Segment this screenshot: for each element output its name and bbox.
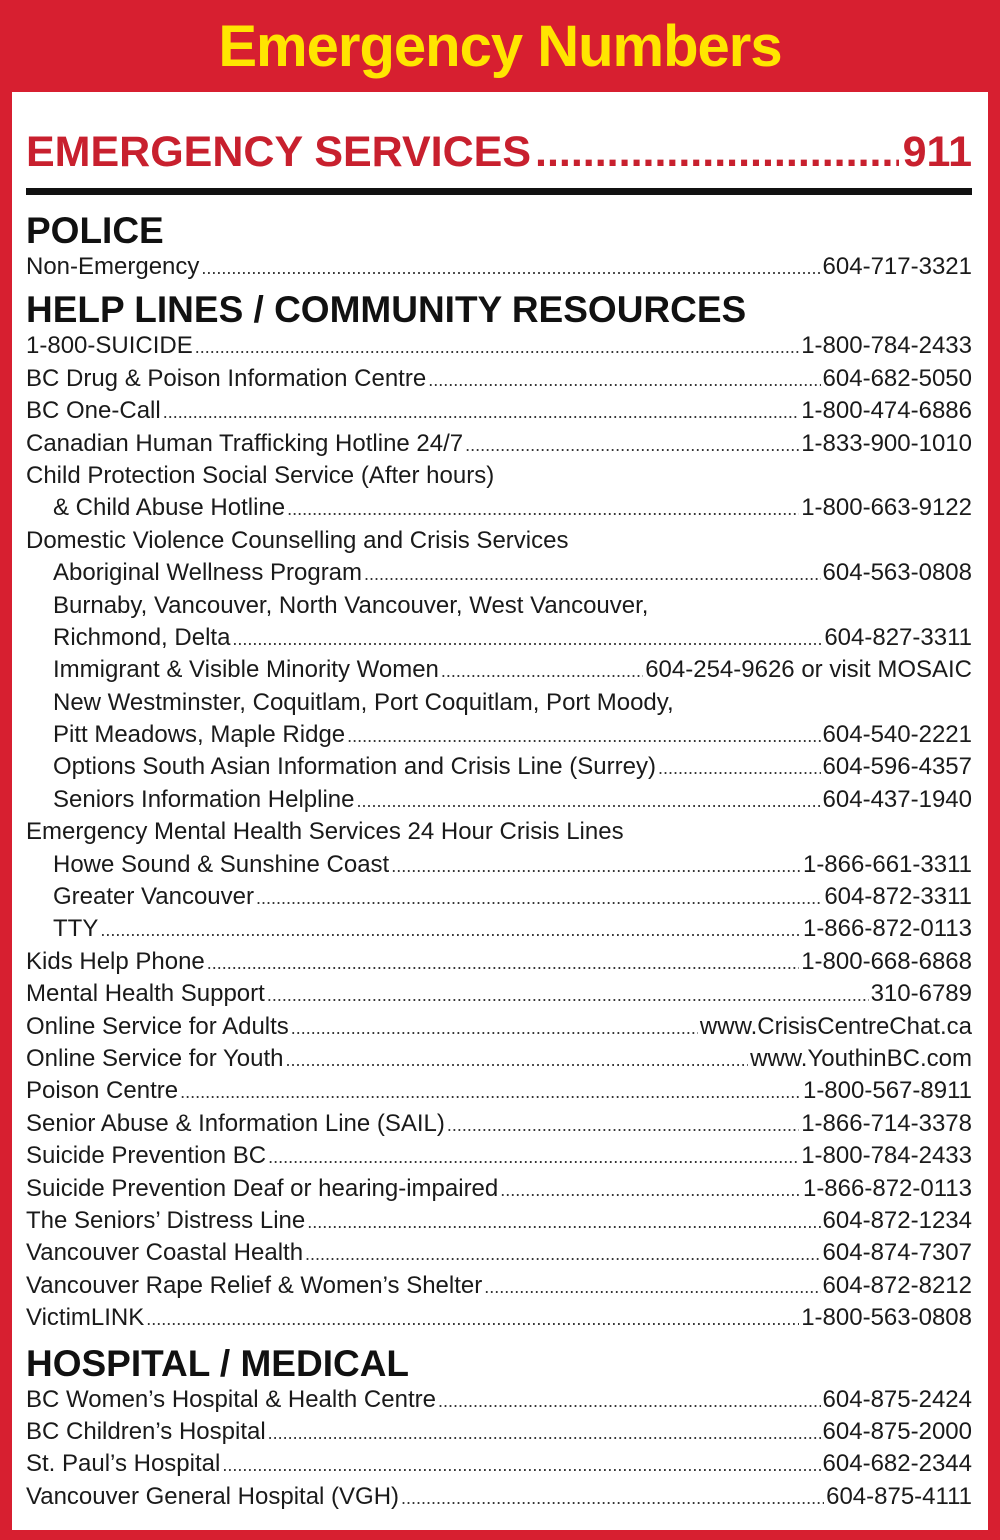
list-item[interactable] <box>26 1043 972 1075</box>
dot-leader <box>268 1417 821 1449</box>
list-item[interactable] <box>26 1173 972 1205</box>
dot-leader <box>222 1449 820 1481</box>
list-item <box>26 460 972 492</box>
dot-leader <box>267 979 869 1011</box>
list-item[interactable] <box>26 1448 972 1480</box>
dot-leader <box>180 1076 801 1108</box>
list-item[interactable] <box>26 1237 972 1269</box>
dot-leader <box>535 128 899 176</box>
list-item[interactable] <box>26 492 972 524</box>
list-item[interactable] <box>26 1416 972 1448</box>
entry-label: TTY <box>53 915 99 943</box>
entry-label: Richmond, Delta <box>53 623 231 651</box>
phone-number[interactable]: 1-866-661-3311 <box>802 850 972 878</box>
entry-label: Senior Abuse & Information Line (SAIL) <box>26 1109 445 1137</box>
phone-number[interactable]: www.CrisisCentreChat.ca <box>699 1012 972 1040</box>
phone-number[interactable]: 1-800-663-9122 <box>801 494 972 522</box>
dot-leader <box>364 558 821 590</box>
phone-number[interactable]: 1-800-784-2433 <box>801 332 972 360</box>
phone-number[interactable]: 1-866-872-0113 <box>802 1174 972 1202</box>
entry-label: Online Service for Youth <box>26 1044 284 1072</box>
dot-leader <box>307 1206 820 1238</box>
list-item[interactable] <box>26 330 972 362</box>
dot-leader <box>447 1109 799 1141</box>
entry-label: BC One-Call <box>26 397 161 425</box>
entry-label: New Westminster, Coquitlam, Port Coquitlam, Port Moody, <box>53 688 674 716</box>
phone-number[interactable]: 604-596-4357 <box>822 753 972 781</box>
list-item <box>26 525 972 557</box>
list-item <box>26 816 972 848</box>
dot-leader <box>484 1271 820 1303</box>
dot-leader <box>305 1238 820 1270</box>
dot-leader <box>391 850 801 882</box>
entry-label: St. Paul’s Hospital <box>26 1450 221 1478</box>
entry-label: Child Protection Social Service (After hours) <box>26 461 495 489</box>
list-item[interactable] <box>26 1270 972 1302</box>
emergency-numbers-panel <box>12 92 988 1530</box>
phone-number[interactable]: 1-866-872-0113 <box>802 915 972 943</box>
entry-label: Greater Vancouver <box>53 883 254 911</box>
phone-number[interactable]: 1-833-900-1010 <box>801 429 972 457</box>
phone-number[interactable]: 604-682-2344 <box>822 1450 972 1478</box>
dot-leader <box>465 429 799 461</box>
list-item[interactable] <box>26 784 972 816</box>
entry-label: Immigrant & Visible Minority Women <box>53 656 439 684</box>
list-item[interactable] <box>26 1205 972 1237</box>
section-heading-hospital: HOSPITAL / MEDICAL <box>26 1342 410 1384</box>
dot-leader <box>347 720 820 752</box>
phone-number[interactable]: 310-6789 <box>870 980 972 1008</box>
list-item[interactable] <box>26 363 972 395</box>
list-item[interactable] <box>26 622 972 654</box>
dot-leader <box>163 396 799 428</box>
phone-number[interactable]: 604-254-9626 or visit MOSAIC <box>645 656 972 684</box>
entry-label: Poison Centre <box>26 1077 179 1105</box>
phone-number[interactable]: 1-800-668-6868 <box>801 947 972 975</box>
entry-label: Domestic Violence Counselling and Crisis Services <box>26 526 569 554</box>
entry-label: Mental Health Support <box>26 980 265 1008</box>
content <box>26 92 972 1513</box>
dot-leader <box>268 1141 799 1173</box>
phone-number[interactable]: 1-866-714-3378 <box>801 1109 972 1137</box>
list-item[interactable] <box>26 978 972 1010</box>
entry-label: & Child Abuse Hotline <box>53 494 286 522</box>
entry-label: Aboriginal Wellness Program <box>53 559 363 587</box>
entry-label: 1-800-SUICIDE <box>26 332 193 360</box>
phone-number[interactable]: 1-800-784-2433 <box>801 1142 972 1170</box>
phone-number[interactable]: 604-872-8212 <box>822 1271 972 1299</box>
phone-number[interactable]: 604-872-3311 <box>824 883 972 911</box>
entry-label: Vancouver Rape Relief & Women’s Shelter <box>26 1271 483 1299</box>
entry-label: Canadian Human Trafficking Hotline 24/7 <box>26 429 464 457</box>
list-item[interactable] <box>26 654 972 686</box>
list-item[interactable] <box>26 251 972 283</box>
phone-number[interactable]: 604-827-3311 <box>824 623 972 651</box>
entry-label: VictimLINK <box>26 1304 145 1332</box>
phone-number[interactable]: 604-874-7307 <box>822 1239 972 1267</box>
list-item <box>26 590 972 622</box>
dot-leader <box>207 947 799 979</box>
phone-number[interactable]: 604-563-0808 <box>822 559 972 587</box>
dot-leader <box>291 1012 698 1044</box>
entry-label: Vancouver General Hospital (VGH) <box>26 1482 400 1510</box>
police-list <box>26 251 972 283</box>
page-title: Emergency Numbers <box>218 13 782 79</box>
dot-leader <box>401 1482 824 1514</box>
phone-number[interactable]: 604-682-5050 <box>822 364 972 392</box>
section-heading-help-lines: HELP LINES / COMMUNITY RESOURCES <box>26 289 747 331</box>
entry-label: Kids Help Phone <box>26 947 205 975</box>
dot-leader <box>286 1044 749 1076</box>
emergency-services-label: EMERGENCY SERVICES <box>26 128 531 176</box>
entry-label: Options South Asian Information and Crisis Line (Surrey) <box>53 753 656 781</box>
hospital-list <box>26 1384 972 1514</box>
phone-number[interactable]: www.YouthinBC.com <box>750 1044 972 1072</box>
entry-label: Vancouver Coastal Health <box>26 1239 304 1267</box>
phone-number[interactable]: 604-875-2424 <box>822 1385 972 1413</box>
dot-leader <box>658 752 821 784</box>
entry-label: The Seniors’ Distress Line <box>26 1206 306 1234</box>
help-lines-list <box>26 330 972 1334</box>
phone-number[interactable]: 1-800-567-8911 <box>802 1077 972 1105</box>
phone-number[interactable]: 1-800-563-0808 <box>801 1304 972 1332</box>
dot-leader <box>201 252 820 284</box>
list-item[interactable] <box>26 1011 972 1043</box>
phone-number[interactable]: 604-540-2221 <box>822 721 972 749</box>
list-item[interactable] <box>26 1302 972 1334</box>
list-item[interactable] <box>26 849 972 881</box>
entry-label: Seniors Information Helpline <box>53 785 355 813</box>
entry-label: BC Children’s Hospital <box>26 1417 266 1445</box>
entry-label: BC Women’s Hospital & Health Centre <box>26 1385 436 1413</box>
emergency-services-row[interactable] <box>26 128 972 176</box>
phone-number[interactable]: 604-872-1234 <box>822 1206 972 1234</box>
dot-leader <box>438 1385 821 1417</box>
phone-number[interactable]: 604-875-2000 <box>822 1417 972 1445</box>
list-item[interactable] <box>26 751 972 783</box>
dot-leader <box>441 655 643 687</box>
dot-leader <box>287 493 799 525</box>
list-item[interactable] <box>26 946 972 978</box>
list-item[interactable] <box>26 881 972 913</box>
list-item[interactable] <box>26 395 972 427</box>
phone-number[interactable]: 604-875-4111 <box>826 1482 972 1510</box>
entry-label: Suicide Prevention Deaf or hearing-impaired <box>26 1174 499 1202</box>
dot-leader <box>100 914 801 946</box>
phone-number[interactable]: 604-717-3321 <box>822 253 972 280</box>
dot-leader <box>428 364 820 396</box>
phone-number[interactable]: 1-800-474-6886 <box>801 397 972 425</box>
list-item[interactable] <box>26 428 972 460</box>
entry-label: Suicide Prevention BC <box>26 1142 267 1170</box>
list-item[interactable] <box>26 557 972 589</box>
section-heading-police: POLICE <box>26 210 164 251</box>
dot-leader <box>195 331 799 363</box>
entry-label: Burnaby, Vancouver, North Vancouver, West Vancouver, <box>53 591 649 619</box>
entry-label: BC Drug & Poison Information Centre <box>26 364 427 392</box>
list-item[interactable] <box>26 1384 972 1416</box>
list-item[interactable] <box>26 1481 972 1513</box>
entry-label: Howe Sound & Sunshine Coast <box>53 850 390 878</box>
dot-leader <box>256 882 822 914</box>
phone-number[interactable]: 604-437-1940 <box>822 785 972 813</box>
list-item <box>26 687 972 719</box>
list-item[interactable] <box>26 1108 972 1140</box>
list-item[interactable] <box>26 1075 972 1107</box>
entry-label: Online Service for Adults <box>26 1012 289 1040</box>
entry-label: Pitt Meadows, Maple Ridge <box>53 721 346 749</box>
dot-leader <box>500 1174 801 1206</box>
dot-leader <box>146 1303 799 1335</box>
list-item[interactable] <box>26 1140 972 1172</box>
divider <box>26 188 972 195</box>
emergency-number[interactable]: 911 <box>902 128 972 176</box>
dot-leader <box>232 623 822 655</box>
entry-label: Non-Emergency <box>26 253 200 280</box>
entry-label: Emergency Mental Health Services 24 Hour Crisis Lines <box>26 818 624 846</box>
dot-leader <box>357 785 821 817</box>
list-item[interactable] <box>26 719 972 751</box>
list-item[interactable] <box>26 913 972 945</box>
